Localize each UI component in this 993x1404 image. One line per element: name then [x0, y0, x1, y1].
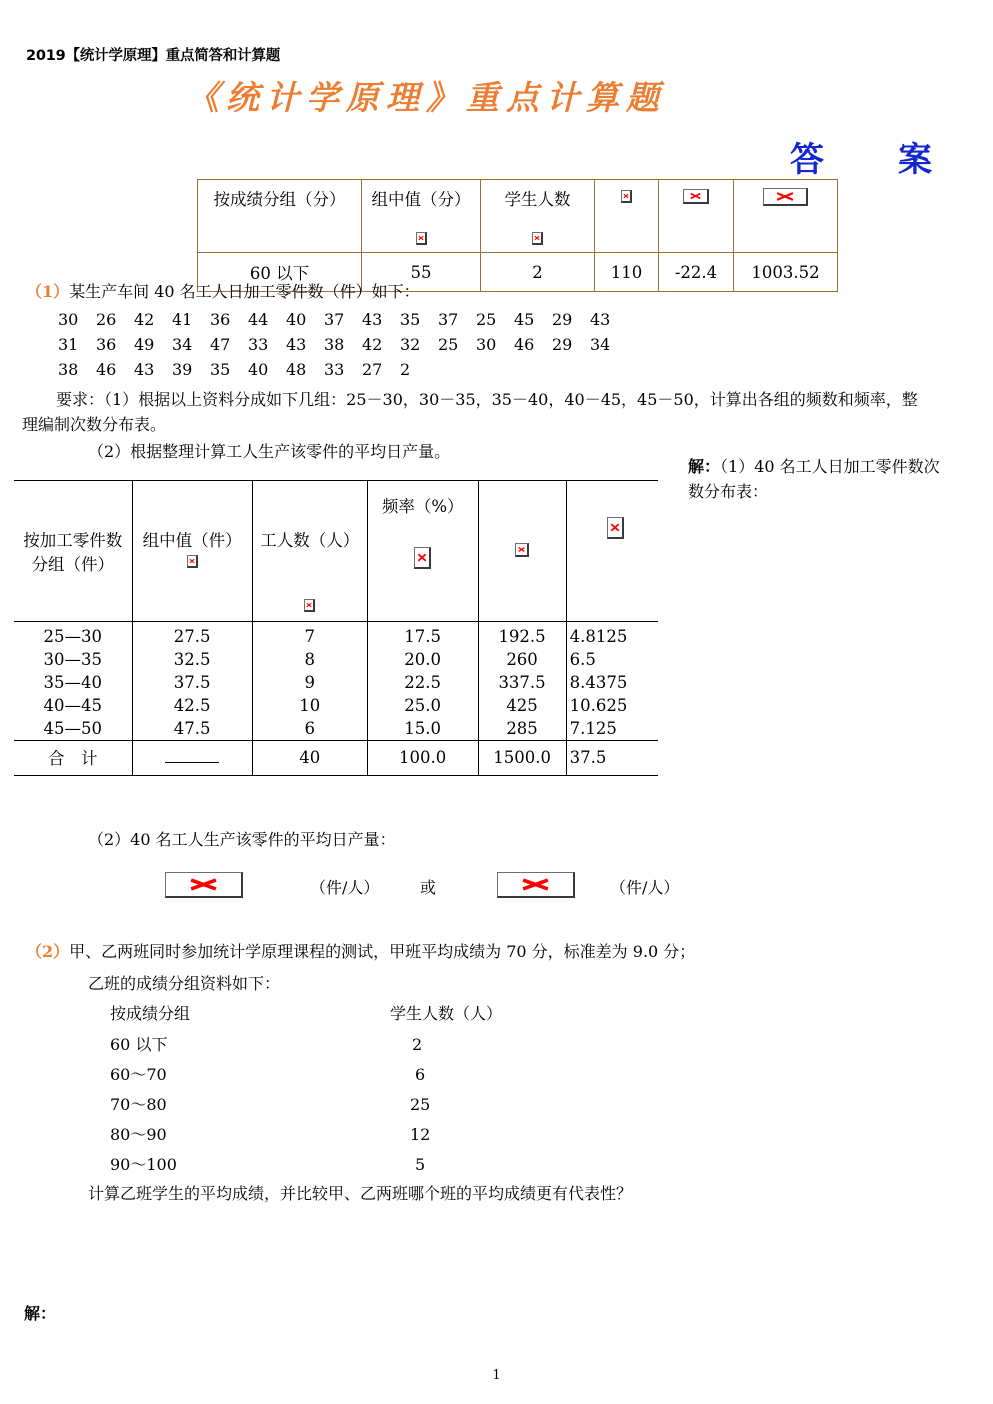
datum: 37	[438, 310, 459, 329]
table-header-row	[14, 481, 658, 622]
page-number: 1	[492, 1368, 501, 1383]
datum: 41	[172, 310, 193, 329]
datum: 25	[476, 310, 497, 329]
question2-col-header-left: 按成绩分组	[110, 1004, 191, 1023]
broken-image-icon	[187, 555, 198, 568]
unit-label-1: （件/人）	[310, 878, 380, 897]
conjunction-or: 或	[420, 878, 437, 897]
datum: 45	[514, 310, 535, 329]
col-header-class-interval-l1: 按加工零件数	[23, 531, 123, 550]
table-total-row	[14, 741, 658, 776]
datum: 42	[134, 310, 155, 329]
question2-row-value: 2	[412, 1035, 423, 1054]
col-header-formula-3	[734, 180, 838, 253]
datum: 34	[590, 335, 611, 354]
cell-frequency: 20.0	[367, 648, 478, 671]
col-header-students	[481, 180, 595, 253]
col-header-formula-1	[595, 180, 659, 253]
cell-frequency: 15.0	[367, 717, 478, 741]
question2-row-value: 6	[415, 1065, 426, 1084]
cell-midvalue: 27.5	[132, 622, 252, 649]
datum: 44	[248, 310, 269, 329]
cell-dev: -22.4	[659, 253, 734, 292]
cell-var: 8.4375	[566, 671, 658, 694]
frequency-distribution-table	[14, 480, 658, 776]
table-header-row	[198, 180, 838, 253]
col-header-group: 按成绩分组（分）	[198, 180, 362, 253]
cell-var: 10.625	[566, 694, 658, 717]
cell-workers: 8	[252, 648, 367, 671]
cell-class-interval: 35—40	[14, 671, 132, 694]
datum: 2	[400, 360, 411, 379]
question2-row-value: 5	[415, 1155, 426, 1174]
col-header-frequency	[367, 481, 478, 622]
broken-image-icon	[763, 188, 808, 206]
cell-total-xf: 1500.0	[478, 741, 566, 776]
cell-workers: 10	[252, 694, 367, 717]
cell-midvalue: 32.5	[132, 648, 252, 671]
question1-number: （1）	[26, 282, 70, 301]
scores-table	[197, 179, 838, 292]
broken-image-icon	[414, 547, 431, 569]
cell-class-interval: 40—45	[14, 694, 132, 717]
datum: 30	[476, 335, 497, 354]
datum: 49	[134, 335, 155, 354]
datum: 39	[172, 360, 193, 379]
question2-col-header-right: 学生人数（人）	[390, 1004, 503, 1023]
table-row	[14, 648, 658, 671]
cell-frequency: 22.5	[367, 671, 478, 694]
formula-placeholder-1	[165, 872, 243, 898]
table-row	[14, 671, 658, 694]
question2-line1-text: 甲、乙两班同时参加统计学原理课程的测试，甲班平均成绩为 70 分，标准差为 9.0 分；	[69, 942, 696, 961]
question1-requirement-line1: 要求：（1）根据以上资料分成如下几组：25－30，30－35，35－40，40－45，45－50，计算出各组的频数和频率，整	[56, 390, 918, 409]
cell-class-interval: 45—50	[14, 717, 132, 741]
solution2-label: 解：	[24, 1304, 57, 1323]
cell-sqdev: 1003.52	[734, 253, 838, 292]
cell-frequency: 25.0	[367, 694, 478, 717]
datum: 48	[286, 360, 307, 379]
datum: 31	[58, 335, 79, 354]
broken-image-icon	[304, 599, 315, 612]
datum: 43	[286, 335, 307, 354]
cell-frequency: 17.5	[367, 622, 478, 649]
table-row	[14, 622, 658, 649]
cell-xf: 285	[478, 717, 566, 741]
cell-var: 6.5	[566, 648, 658, 671]
col-header-midvalue-label: 组中值（件）	[142, 531, 242, 550]
cell-total-midvalue	[132, 741, 252, 776]
datum: 33	[324, 360, 345, 379]
col-header-workers	[252, 481, 367, 622]
col-header-midvalue	[132, 481, 252, 622]
broken-image-icon	[497, 872, 575, 898]
cell-xf: 260	[478, 648, 566, 671]
datum: 26	[96, 310, 117, 329]
cell-students: 2	[481, 253, 595, 292]
question2-line1	[26, 940, 695, 964]
datum: 40	[286, 310, 307, 329]
solution1-note	[688, 455, 988, 505]
cell-xf: 337.5	[478, 671, 566, 694]
cell-midvalue: 47.5	[132, 717, 252, 741]
broken-image-icon	[366, 228, 476, 247]
running-head: 2019【统计学原理】重点简答和计算题	[26, 48, 281, 64]
solution1-line2: 数分布表：	[688, 481, 769, 501]
col-header-students-label: 学生人数	[504, 190, 571, 209]
cell-xf: 425	[478, 694, 566, 717]
solution1-label: 解：	[688, 457, 721, 476]
cell-var: 4.8125	[566, 622, 658, 649]
question2-row-label: 80～90	[110, 1125, 167, 1144]
datum: 29	[552, 335, 573, 354]
datum: 38	[58, 360, 79, 379]
question2-number: （2）	[26, 942, 70, 961]
question1-data-row-2	[58, 333, 628, 357]
col-header-formula-2	[659, 180, 734, 253]
col-header-formula-var	[566, 481, 658, 622]
datum: 43	[590, 310, 611, 329]
question1-requirement-line2: 理编制次数分布表。	[22, 415, 167, 434]
question2-ask: 计算乙班学生的平均成绩，并比较甲、乙两班哪个班的平均成绩更有代表性？	[88, 1184, 633, 1203]
datum: 33	[248, 335, 269, 354]
datum: 34	[172, 335, 193, 354]
col-header-workers-label: 工人数（人）	[260, 531, 360, 550]
col-header-midvalue-label: 组中值（分）	[371, 190, 471, 209]
broken-image-icon	[621, 190, 632, 203]
solution1-line1: （1）40 名工人日加工零件数次	[720, 457, 940, 476]
cell-midvalue: 42.5	[132, 694, 252, 717]
question1-data-row-1	[58, 308, 628, 332]
question1-requirement-line3: （2）根据整理计算工人生产该零件的平均日产量。	[88, 442, 451, 461]
datum: 30	[58, 310, 79, 329]
datum: 43	[134, 360, 155, 379]
broken-image-icon	[256, 595, 364, 614]
col-header-class-interval	[14, 481, 132, 622]
cell-class-interval: 25—30	[14, 622, 132, 649]
datum: 40	[248, 360, 269, 379]
datum: 25	[438, 335, 459, 354]
cell-total-var: 37.5	[566, 741, 658, 776]
datum: 36	[210, 310, 231, 329]
broken-image-icon	[482, 539, 563, 558]
col-header-frequency-label: 频率（%）	[381, 497, 464, 516]
question2-row-label: 60 以下	[110, 1035, 168, 1054]
datum: 35	[400, 310, 421, 329]
datum: 46	[96, 360, 117, 379]
datum: 38	[324, 335, 345, 354]
page-title: 《统计学原理》重点计算题	[186, 78, 666, 117]
cell-midvalue: 37.5	[132, 671, 252, 694]
cell-var: 7.125	[566, 717, 658, 741]
cell-xf: 110	[595, 253, 659, 292]
broken-image-icon	[532, 232, 543, 245]
question2-line2: 乙班的成绩分组资料如下：	[88, 974, 281, 993]
cell-workers: 9	[252, 671, 367, 694]
table-row	[14, 694, 658, 717]
datum: 37	[324, 310, 345, 329]
datum: 32	[400, 335, 421, 354]
question1-data-row-3	[58, 358, 438, 382]
broken-image-icon	[515, 543, 529, 557]
question2-row-label: 70～80	[110, 1095, 167, 1114]
cell-workers: 6	[252, 717, 367, 741]
broken-image-icon	[577, 517, 655, 539]
solution1b-heading: （2）40 名工人生产该零件的平均日产量：	[88, 830, 396, 849]
cell-total-label: 合 计	[14, 741, 132, 776]
broken-image-icon	[136, 551, 249, 570]
cell-midvalue: 55	[362, 253, 481, 292]
cell-workers: 7	[252, 622, 367, 649]
datum: 47	[210, 335, 231, 354]
col-header-class-interval-l2: 分组（件）	[31, 555, 115, 574]
datum: 35	[210, 360, 231, 379]
cell-group: 60 以下	[198, 253, 362, 292]
table-row	[14, 717, 658, 741]
question1-stem	[26, 280, 420, 304]
datum: 27	[362, 360, 383, 379]
datum: 29	[552, 310, 573, 329]
broken-image-icon	[371, 547, 475, 569]
col-header-formula-xf	[478, 481, 566, 622]
unit-label-2: （件/人）	[610, 878, 680, 897]
broken-image-icon	[485, 228, 590, 247]
cell-xf: 192.5	[478, 622, 566, 649]
datum: 43	[362, 310, 383, 329]
question1-stem-text: 某生产车间 40 名工人日加工零件数（件）如下：	[69, 282, 420, 301]
broken-image-icon	[683, 189, 709, 204]
datum: 36	[96, 335, 117, 354]
broken-image-icon	[607, 517, 624, 539]
answer-heading: 答 案	[790, 140, 934, 180]
question2-row-label: 90～100	[110, 1155, 177, 1174]
broken-image-icon	[416, 232, 427, 245]
col-header-midvalue	[362, 180, 481, 253]
broken-image-icon	[165, 872, 243, 898]
cell-total-frequency: 100.0	[367, 741, 478, 776]
question2-row-label: 60～70	[110, 1065, 167, 1084]
question2-row-value: 25	[410, 1095, 431, 1114]
cell-total-workers: 40	[252, 741, 367, 776]
formula-placeholder-2	[497, 872, 575, 898]
datum: 42	[362, 335, 383, 354]
blank-rule	[165, 753, 219, 763]
datum: 46	[514, 335, 535, 354]
cell-class-interval: 30—35	[14, 648, 132, 671]
question2-row-value: 12	[410, 1125, 431, 1144]
